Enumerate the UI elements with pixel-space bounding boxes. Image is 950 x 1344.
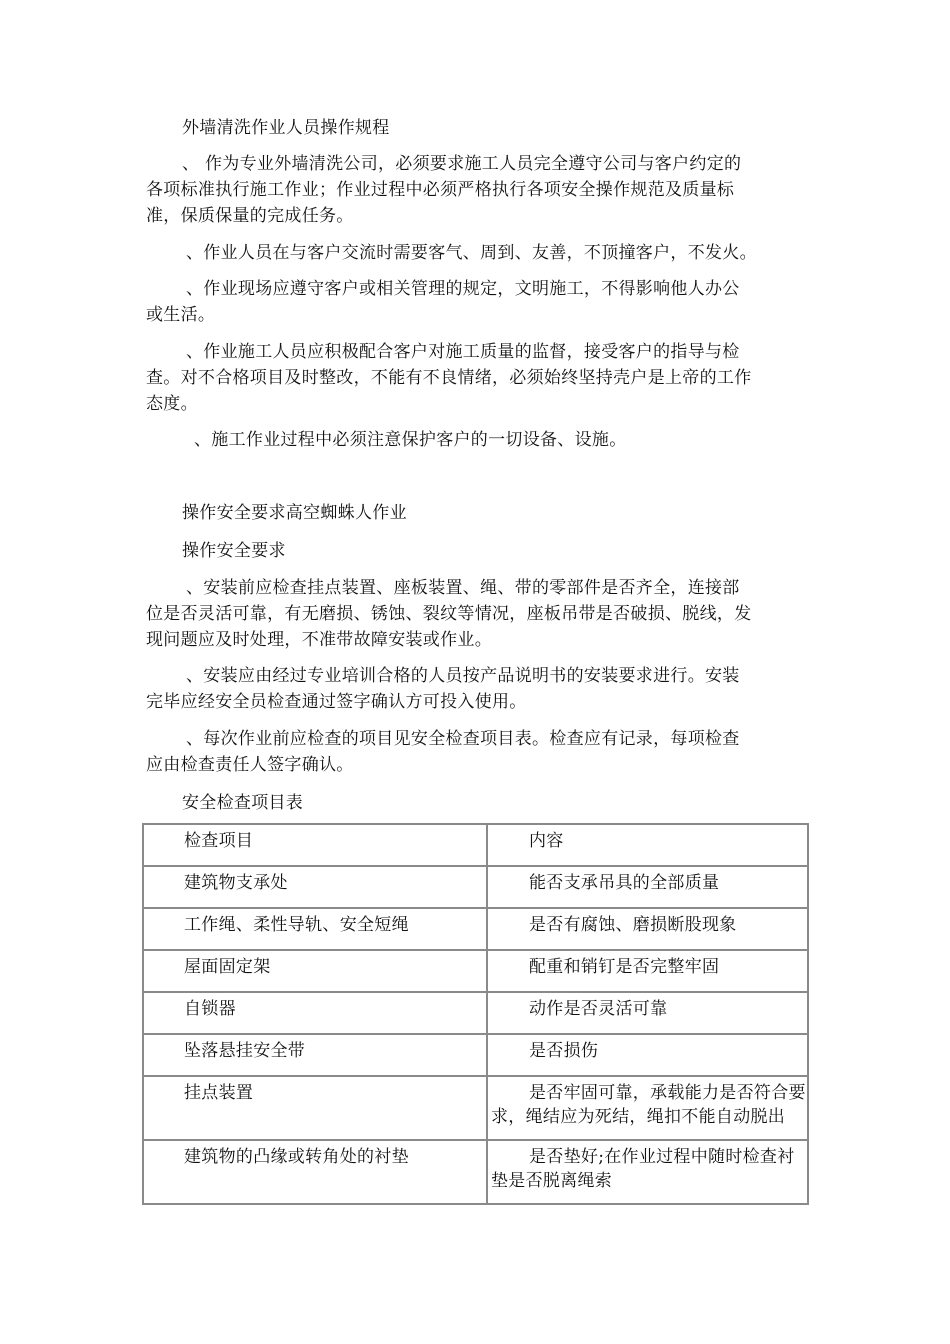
subsection-title: 操作安全要求 <box>182 541 286 561</box>
safety-rule-2-line-2: 完毕应经安全员检查通过签字确认方可投入使用。 <box>146 692 527 712</box>
table-cell-item: 挂点装置 <box>143 1076 487 1140</box>
section-title: 操作安全要求高空蜘蛛人作业 <box>182 503 407 523</box>
table-cell-item: 屋面固定架 <box>143 950 487 992</box>
table-cell-content: 是否损伤 <box>487 1034 808 1076</box>
table-cell-content: 是否垫好;在作业过程中随时检查衬垫是否脱离绳索 <box>487 1140 808 1204</box>
table-cell-content: 是否有腐蚀、磨损断股现象 <box>487 908 808 950</box>
header-cell-content: 内容 <box>487 824 808 866</box>
table-cell-content: 动作是否灵活可靠 <box>487 992 808 1034</box>
table-row <box>143 908 808 950</box>
rule-1-line-3: 准，保质保量的完成任务。 <box>146 206 354 226</box>
rule-5-line-1: 、施工作业过程中必须注意保护客户的一切设备、设施。 <box>194 430 627 450</box>
table-title: 安全检查项目表 <box>182 793 304 813</box>
table-row <box>143 950 808 992</box>
table-row <box>143 1076 808 1140</box>
table-cell-item: 建筑物的凸缘或转角处的衬垫 <box>143 1140 487 1204</box>
rule-4-line-2: 查。对不合格项目及时整改，不能有不良情绪，必须始终坚持壳户是上帝的工作 <box>146 368 752 388</box>
safety-rule-1-line-1: 、安装前应检查挂点装置、座板装置、绳、带的零部件是否齐全，连接部 <box>186 578 740 598</box>
safety-rule-3-line-1: 、每次作业前应检查的项目见安全检查项目表。检查应有记录，每项检查 <box>186 729 740 749</box>
rule-3-line-1: 、作业现场应遵守客户或相关管理的规定，文明施工，不得影响他人办公 <box>186 279 740 299</box>
table-cell-content: 是否牢固可靠，承载能力是否符合要求，绳结应为死结，绳扣不能自动脱出 <box>487 1076 808 1140</box>
document-title: 外墙清洗作业人员操作规程 <box>182 118 390 138</box>
table-cell-content: 配重和销钉是否完整牢固 <box>487 950 808 992</box>
header-cell-item: 检查项目 <box>143 824 487 866</box>
table-header-row <box>143 824 808 866</box>
safety-rule-2-line-1: 、安装应由经过专业培训合格的人员按产品说明书的安装要求进行。安装 <box>186 666 740 686</box>
safety-rule-3-line-2: 应由检查责任人签字确认。 <box>146 755 354 775</box>
table-row <box>143 1140 808 1204</box>
rule-2-line-1: 、作业人员在与客户交流时需要客气、周到、友善，不顶撞客户，不发火。 <box>186 243 757 263</box>
safety-checklist-table <box>142 823 809 1205</box>
table-cell-item: 建筑物支承处 <box>143 866 487 908</box>
table-row <box>143 992 808 1034</box>
rule-1-line-1: 、 作为专业外墙清洗公司，必须要求施工人员完全遵守公司与客户约定的 <box>182 154 742 174</box>
rule-3-line-2: 或生活。 <box>146 305 216 325</box>
table-cell-item: 自锁器 <box>143 992 487 1034</box>
rule-4-line-3: 态度。 <box>146 394 198 414</box>
rule-4-line-1: 、作业施工人员应积极配合客户对施工质量的监督，接受客户的指导与检 <box>186 342 740 362</box>
table-row <box>143 1034 808 1076</box>
table-cell-content: 能否支承吊具的全部质量 <box>487 866 808 908</box>
table-cell-item: 工作绳、柔性导轨、安全短绳 <box>143 908 487 950</box>
rule-1-line-2: 各项标准执行施工作业；作业过程中必须严格执行各项安全操作规范及质量标 <box>146 180 735 200</box>
safety-rule-1-line-2: 位是否灵活可靠，有无磨损、锈蚀、裂纹等情况，座板吊带是否破损、脱线，发 <box>146 604 752 624</box>
table-row <box>143 866 808 908</box>
safety-rule-1-line-3: 现问题应及时处理，不准带故障安装或作业。 <box>146 630 492 650</box>
table-cell-item: 坠落悬挂安全带 <box>143 1034 487 1076</box>
